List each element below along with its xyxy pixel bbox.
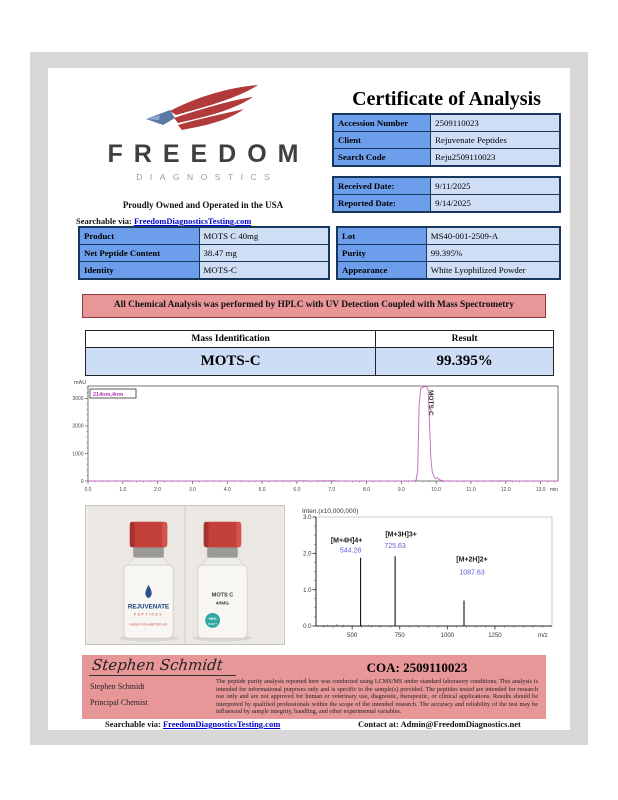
svg-text:725.63: 725.63 [384,543,406,551]
mass-identification-value: MOTS-C [86,348,376,376]
result-header: Result [376,331,554,348]
svg-text:5.0: 5.0 [258,487,266,493]
product-value: MOTS C 40mg [199,228,328,245]
received-date-value: 9/11/2025 [431,178,560,195]
lot-label: Lot [338,228,427,245]
accession-number-value: 2509110023 [431,115,560,132]
lot-table [336,226,561,280]
footer-searchable-link[interactable]: FreedomDiagnosticsTesting.com [162,719,281,729]
svg-text:Inten.(x10,000,000): Inten.(x10,000,000) [302,508,359,515]
identity-value: MOTS-C [199,262,328,279]
chemist-role: Principal Chemist [90,698,148,707]
net-peptide-label: Net Peptide Content [80,245,200,262]
footer-searchable-label: Searchable via: [105,719,161,729]
product-table [78,226,330,280]
reported-date-value: 9/14/2025 [431,195,560,212]
svg-text:9.0: 9.0 [397,487,405,493]
vial-left-sub: PEPTIDES [133,612,164,617]
received-date-label: Received Date: [334,178,431,195]
certificate-page [48,68,570,730]
vial-left-brand: REJUVENATE [127,603,170,611]
dates-table [332,176,561,213]
coa-number: COA: 2509110023 [366,660,468,675]
purity-badge-word: PURITY [207,622,218,626]
svg-text:1087.63: 1087.63 [459,569,485,577]
svg-text:2.0: 2.0 [154,487,162,493]
svg-text:3.0: 3.0 [188,487,196,493]
accession-table [332,113,561,167]
svg-text:MOTS-C: MOTS-C [427,390,435,416]
search-code-value: Reju2509110023 [431,149,560,166]
vial-right [198,522,247,638]
client-label: Client [334,132,431,149]
lot-value: MS40-001-2509-A [426,228,559,245]
svg-text:2000: 2000 [72,423,84,430]
svg-text:1000: 1000 [72,451,84,458]
svg-text:1250: 1250 [488,633,502,639]
result-table [85,330,554,376]
svg-text:2.0: 2.0 [303,551,312,558]
svg-text:1.0: 1.0 [303,587,312,594]
svg-text:0.0: 0.0 [303,624,312,631]
svg-text:11.0: 11.0 [466,487,476,493]
client-value: Rejuvenate Peptides [431,132,560,149]
svg-text:0.0: 0.0 [84,487,92,493]
reported-date-label: Reported Date: [334,195,431,212]
accession-number-label: Accession Number [334,115,431,132]
svg-text:[M+3H]3+: [M+3H]3+ [385,531,417,539]
svg-text:mAU: mAU [74,380,87,386]
svg-text:1.0: 1.0 [119,487,127,493]
purity-label: Purity [338,245,427,262]
hplc-chromatogram [72,378,564,496]
svg-text:[M+2H]2+: [M+2H]2+ [456,556,488,564]
header-searchable-line [76,216,346,226]
page-title: Certificate of Analysis [352,88,541,110]
vial-photo [85,505,285,645]
chemist-name: Stephen Schmidt [90,682,145,691]
identity-label: Identity [80,262,200,279]
svg-text:12.0: 12.0 [500,487,511,493]
svg-text:7.0: 7.0 [328,487,336,493]
result-value: 99.395% [376,348,554,376]
brand-name: FREEDOM [107,140,310,168]
svg-text:3000: 3000 [72,396,84,403]
mass-identification-header: Mass Identification [86,331,376,348]
net-peptide-value: 38.47 mg [199,245,328,262]
svg-text:min: min [550,487,559,493]
vial-right-product: MOTS C [211,592,234,599]
svg-text:8.0: 8.0 [363,487,370,493]
svg-text:500: 500 [347,633,358,639]
svg-text:6.0: 6.0 [293,487,301,493]
svg-text:0: 0 [80,478,84,485]
vial-left [124,522,173,638]
footer-searchable-line [105,719,280,729]
handwritten-signature: Stephen Schmidt [89,656,238,676]
svg-text:10.0: 10.0 [431,487,442,493]
searchable-label: Searchable via: [76,216,132,226]
svg-text:3.0: 3.0 [303,515,312,522]
eagle-flag-logo-icon [140,84,266,140]
footer-contact: Contact at: Admin@FreedomDiagnostics.net [358,719,521,729]
svg-text:m/z: m/z [538,633,548,639]
purity-badge-pct: 99% [208,615,217,621]
appearance-label: Appearance [338,262,427,279]
brand-subname: DIAGNOSTICS [136,172,278,182]
signature-block [82,655,546,719]
svg-text:750: 750 [394,633,405,639]
svg-text:214nm,4nm: 214nm,4nm [93,392,124,398]
svg-text:13.0: 13.0 [535,487,546,493]
appearance-value: White Lyophilized Powder [426,262,559,279]
svg-text:[M+4H]4+: [M+4H]4+ [330,537,363,545]
svg-text:544.28: 544.28 [339,547,362,555]
product-label: Product [80,228,200,245]
mass-spectrum [300,505,562,645]
vial-right-strength: 40MG [215,601,230,607]
svg-text:1000: 1000 [440,633,455,639]
svg-text:4.0: 4.0 [223,487,231,493]
brand-tagline: Proudly Owned and Operated in the USA [122,200,284,210]
vial-left-tagline: PURSUIT FOR A BETTER LIFE [129,623,168,627]
search-code-label: Search Code [334,149,431,166]
header-searchable-link[interactable]: FreedomDiagnosticsTesting.com [133,216,252,226]
purity-value: 99.395% [426,245,559,262]
method-banner: All Chemical Analysis was performed by HPLC with UV Detection Coupled with Mass Spectrometry [82,294,546,318]
disclaimer-text: The peptide purity analysis reported here was conducted using LCMS/MS under standard laboratory conditions. This analysis is intended for informational purposes only and is specific to the sample(s) provided. The peptides tested are intended for research use only and are not approved for human or veterinary use, diagnostic, therapeutic, or clinical applications. Results should be interpreted by qualified professionals within the scope of the intended research. The accuracy and reliability of the test may be influenced by sample integrity, handling, and other experimental variables. [216,678,538,716]
